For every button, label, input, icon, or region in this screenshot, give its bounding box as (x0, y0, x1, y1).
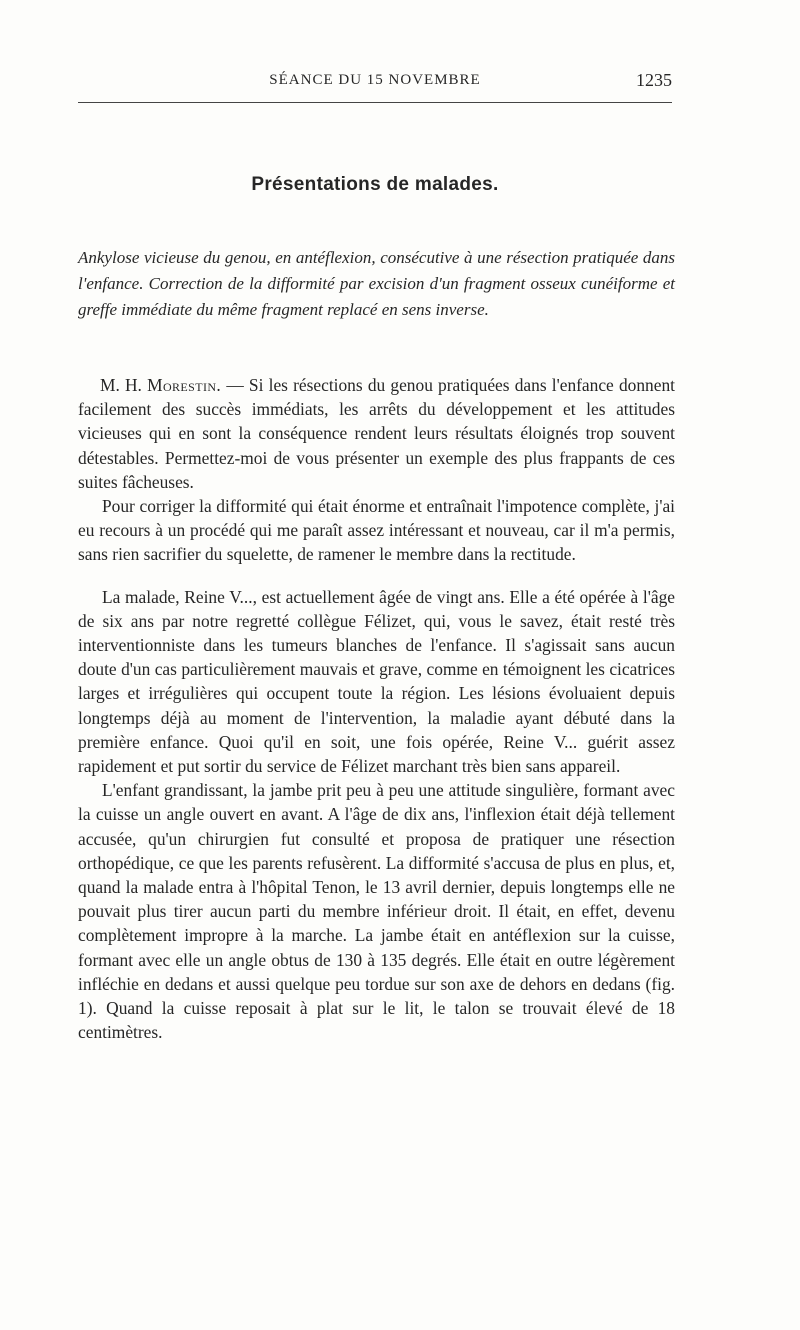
paragraph-1 (78, 373, 675, 494)
running-title: SÉANCE DU 15 NOVEMBRE (269, 72, 481, 88)
speaker-initials: M. H. (100, 375, 142, 395)
speaker-name: Morestin. (147, 375, 222, 395)
paragraph-3: La malade, Reine V..., est actuellement âgée de vingt ans. Elle a été opérée à l'âge de six ans par notre regretté collègue Félizet, qui, vous le savez, était resté très interventionniste dans les tumeurs blanches de l'enfance. Il s'agissait sans aucun doute d'un cas particulièrement mauvais et grave, comme en témoignent les cicatrices larges et irrégulières qui occupent toute la région. Les lésions évoluaient depuis longtemps déjà au moment de l'intervention, la maladie ayant débuté dans la première enfance. Quoi qu'il en soit, une fois opérée, Reine V... guérit assez rapidement et put sortir du service de Félizet marchant très bien sans appareil. (78, 586, 675, 777)
article-body (78, 373, 675, 1044)
article-subtitle: Ankylose vicieuse du genou, en antéflexion, consécutive à une résection pratiquée dans l'enfance. Correction de la difformité par excision d'un fragment osseux cunéiforme et greffe immédiate du même fragment replacé en sens inverse. (78, 248, 675, 319)
section-title: Présentations de malades. (251, 174, 499, 195)
paragraph-2: Pour corriger la difformité qui était énorme et entraînait l'impotence complète, j'ai eu recours à un procédé qui me paraît assez intéressant et nouveau, car il m'a permis, sans rien sacrifier du squelette, de ramener le membre dans la rectitude. (78, 496, 675, 565)
running-header (78, 62, 672, 103)
paragraph-4: L'enfant grandissant, la jambe prit peu à peu une attitude singulière, formant avec la cuisse un angle ouvert en avant. A l'âge de dix ans, l'inflexion était déjà tellement accusée, qu'un chirurgien fut consulté et proposa de pratiquer une résection orthopédique, ce que les parents refusèrent. La difformité s'accusa de plus en plus, et, quand la malade entra à l'hôpital Tenon, le 13 avril dernier, depuis longtemps elle ne pouvait plus tirer aucun parti du membre inférieur droit. Il était, en effet, devenu complètement impropre à la marche. La jambe était en antéflexion sur la cuisse, formant avec elle un angle obtus de 130 à 135 degrés. Elle était en outre légèrement infléchie en dedans et aussi quelque peu tordue sur son axe de dehors en dedans (fig. 1). Quand la cuisse reposait à plat sur le lit, le talon se trouvait élevé de 18 centimètres. (78, 780, 675, 1043)
page-number: 1235 (636, 70, 672, 90)
paragraph-text: — Si les résections du genou pratiquées dans l'enfance donnent facilement des succès immédiats, les arrêts du développement et les attitudes vicieuses qui en sont la conséquence rendent leurs résultats éloignés trop souvent détestables. Permettez-moi de vous présenter un exemple des plus frappants de ces suites fâcheuses. (78, 375, 675, 492)
